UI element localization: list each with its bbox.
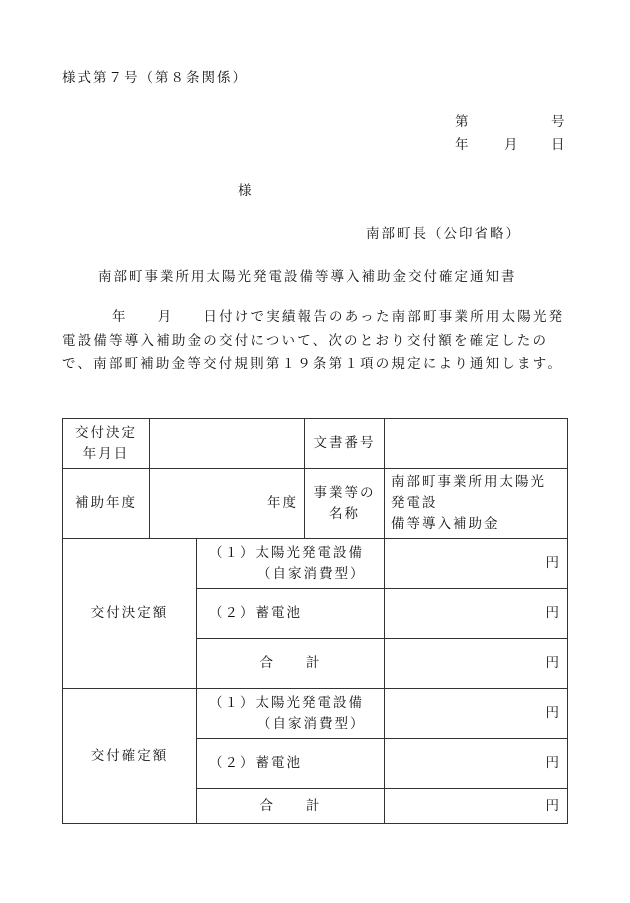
confirmed-amount-label: 交付確定額 — [63, 689, 197, 824]
document-number-value — [385, 419, 568, 469]
fiscal-year-label: 補助年度 — [63, 469, 150, 539]
confirmed-item1-yen: 円 — [385, 689, 568, 739]
decision-item1-line1: （１）太陽光発電設備 — [209, 544, 364, 561]
project-name-value — [385, 469, 568, 539]
doc-number-prefix: 第 — [455, 114, 471, 130]
decision-total-label: 合 計 — [197, 639, 385, 689]
amount-table — [62, 418, 568, 824]
project-name-label-line2: 名称 — [329, 505, 360, 522]
confirmed-total-label: 合 計 — [197, 789, 385, 824]
date-day-label: 日 — [551, 137, 567, 153]
confirmed-item1-label — [197, 689, 385, 739]
decision-item1-line2: （自家消費型） — [257, 565, 366, 582]
body-month: 月 — [157, 309, 174, 325]
document-number-label: 文書番号 — [305, 419, 385, 469]
decision-date-value — [150, 419, 305, 469]
project-name-value-line1: 南部町事業所用太陽光発電設 — [391, 474, 546, 511]
decision-total-yen: 円 — [385, 639, 568, 689]
project-name-value-line2: 備等導入補助金 — [391, 516, 500, 532]
doc-number-suffix: 号 — [551, 114, 567, 130]
document-title: 南部町事業所用太陽光発電設備等導入補助金交付確定通知書 — [98, 269, 517, 285]
recipient-honorific: 様 — [238, 183, 254, 199]
confirmed-item2-yen: 円 — [385, 739, 568, 789]
body-main-text: 日付けで実績報告のあった南部町事業所用太陽光発電設備等導入補助金の交付について、次のとおり交付額を確定したので、南部町補助金等交付規則第１９条第１項の規定により通知します。 — [62, 309, 565, 372]
body-year: 年 — [112, 309, 128, 325]
confirmed-item1-line2: （自家消費型） — [257, 715, 366, 732]
date-year-label: 年 — [455, 137, 471, 153]
confirmed-item2-label: （２）蓄電池 — [197, 739, 385, 789]
issuer: 南部町長（公印省略） — [366, 226, 521, 242]
date-month-label: 月 — [504, 137, 520, 153]
fiscal-year-unit: 年度 — [150, 469, 305, 539]
decision-item2-label: （２）蓄電池 — [197, 589, 385, 639]
confirmed-total-yen: 円 — [385, 789, 568, 824]
decision-amount-label: 交付決定額 — [63, 539, 197, 689]
decision-item1-label — [197, 539, 385, 589]
confirmed-item1-line1: （１）太陽光発電設備 — [209, 694, 364, 711]
decision-date-label-line1: 交付決定 — [75, 424, 137, 441]
decision-date-label — [63, 419, 150, 469]
body-text — [62, 306, 572, 377]
decision-item2-yen: 円 — [385, 589, 568, 639]
decision-date-label-line2: 年月日 — [82, 445, 130, 462]
project-name-label — [305, 469, 385, 539]
form-number: 様式第７号（第８条関係） — [62, 70, 248, 86]
project-name-label-line1: 事業等の — [313, 484, 376, 501]
decision-item1-yen: 円 — [385, 539, 568, 589]
